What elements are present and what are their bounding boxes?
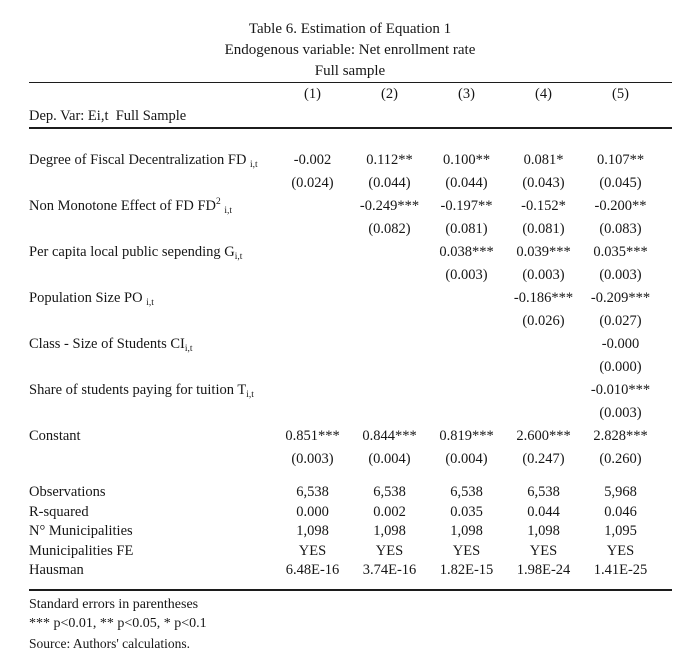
label-subscript: i,t <box>246 390 254 400</box>
row-label <box>29 448 274 471</box>
value-cell: 0.844*** <box>362 428 417 444</box>
column-header-spacer <box>29 83 274 105</box>
value-cell <box>428 356 505 379</box>
value-cell: (0.045) <box>599 175 642 191</box>
column-header: (4) <box>535 86 552 102</box>
value-cell <box>428 402 505 425</box>
value-cell <box>274 218 351 241</box>
row-label <box>29 402 274 425</box>
value-cell: (0.024) <box>291 175 334 191</box>
value-cell: 6,538 <box>450 484 483 500</box>
value-cell <box>428 310 505 333</box>
table-row <box>29 425 672 448</box>
value-cell: 3.74E-16 <box>362 562 417 579</box>
value-cell: (0.026) <box>522 313 565 329</box>
row-label: Share of students paying for tuition $T_{i,t}$ <box>29 382 254 400</box>
value-cell: 0.081* <box>523 152 564 168</box>
table-row <box>29 287 672 310</box>
table-footnotes <box>29 591 672 654</box>
value-cell <box>274 264 351 287</box>
value-cell: -0.200** <box>594 198 647 214</box>
value-cell: (0.004) <box>445 451 488 467</box>
value-cell: 0.002 <box>373 503 406 520</box>
value-cell <box>351 379 428 402</box>
value-cell: (0.260) <box>599 451 642 467</box>
table-subtitle-endogenous-variable: Endogenous variable: Net enrollment rate <box>224 42 476 58</box>
column-header-row <box>29 83 672 105</box>
label-subscript: i,t <box>184 344 193 354</box>
value-cell: (0.043) <box>522 175 565 191</box>
footnote-standard-errors: Standard errors in parentheses <box>29 596 199 612</box>
table-row <box>29 172 672 195</box>
value-cell: -0.209*** <box>590 290 651 306</box>
table-row <box>29 333 672 356</box>
value-cell: 0.112** <box>366 152 413 168</box>
value-cell <box>274 195 351 218</box>
row-label: N° Municipalities <box>29 523 133 540</box>
table-row <box>29 402 672 425</box>
value-cell <box>274 287 351 310</box>
row-label <box>29 264 274 287</box>
label-subscript: i,t <box>224 206 233 216</box>
value-cell <box>351 241 428 264</box>
value-cell: (0.044) <box>445 175 488 191</box>
table-subtitle-sample: Full sample <box>314 63 386 79</box>
value-cell: 1,095 <box>604 523 637 540</box>
value-cell <box>274 356 351 379</box>
row-label: Municipalities FE <box>29 542 134 559</box>
value-cell: 0.035*** <box>593 244 648 260</box>
table-row <box>29 503 672 523</box>
row-label: Observations <box>29 484 106 500</box>
value-cell <box>274 402 351 425</box>
value-cell: 0.107** <box>596 152 645 168</box>
value-cell: (0.003) <box>599 405 642 421</box>
row-label: Non Monotone Effect of FD $FD^2$ $_{i,t}$ <box>29 197 233 216</box>
value-cell: -0.186*** <box>513 290 574 306</box>
footnote-significance-levels: *** p<0.01, ** p<0.05, * p<0.1 <box>29 616 207 632</box>
table-row <box>29 310 672 333</box>
table-row <box>29 379 672 402</box>
value-cell: (0.083) <box>599 221 642 237</box>
table-row <box>29 149 672 172</box>
value-cell <box>505 379 582 402</box>
table-row <box>29 218 672 241</box>
value-cell: YES <box>375 542 404 559</box>
table-row <box>29 561 672 581</box>
value-cell: -0.000 <box>601 336 640 352</box>
value-cell: 0.000 <box>296 503 329 520</box>
value-cell <box>428 333 505 356</box>
table-row <box>29 356 672 379</box>
value-cell: -0.152* <box>521 198 566 214</box>
value-cell: 1.41E-25 <box>593 562 648 579</box>
label-subscript: i,t <box>146 298 154 308</box>
value-cell <box>428 379 505 402</box>
row-label <box>29 310 274 333</box>
value-cell: 0.039*** <box>516 244 571 260</box>
value-cell <box>274 241 351 264</box>
value-cell <box>274 379 351 402</box>
value-cell: (0.081) <box>445 221 488 237</box>
value-cell: -0.002 <box>293 152 332 168</box>
dep-var-row: Dep. Var: Ei,t Full Sample <box>29 108 187 124</box>
value-cell: 6,538 <box>373 484 406 500</box>
row-label <box>29 172 274 195</box>
column-header: (2) <box>381 86 398 102</box>
footnote-source: Source: Authors' calculations. <box>29 635 191 651</box>
table-title: Table 6. Estimation of Equation 1 <box>248 21 452 37</box>
value-cell: 0.035 <box>450 503 483 520</box>
table-row <box>29 241 672 264</box>
table-row <box>29 542 672 562</box>
table-titles <box>0 0 700 82</box>
value-cell: 2.828*** <box>593 428 648 444</box>
value-cell <box>274 310 351 333</box>
value-cell: (0.003) <box>445 267 488 283</box>
value-cell: YES <box>298 542 327 559</box>
value-cell: (0.003) <box>522 267 565 283</box>
value-cell: (0.003) <box>599 267 642 283</box>
value-cell: (0.003) <box>291 451 334 467</box>
value-cell: 6,538 <box>296 484 329 500</box>
value-cell: 1,098 <box>450 523 483 540</box>
value-cell: 1.98E-24 <box>516 562 571 579</box>
value-cell: YES <box>606 542 635 559</box>
row-label: Hausman <box>29 562 84 579</box>
value-cell: 0.851*** <box>285 428 340 444</box>
value-cell: YES <box>529 542 558 559</box>
label-subscript: i,t <box>250 160 258 170</box>
value-cell <box>351 310 428 333</box>
value-cell: (0.247) <box>522 451 565 467</box>
value-cell <box>274 333 351 356</box>
value-cell: (0.082) <box>368 221 411 237</box>
value-cell: 0.819*** <box>439 428 494 444</box>
row-label: Per capita local public sepending $G_{i,t}$ <box>29 244 243 262</box>
value-cell: 1,098 <box>296 523 329 540</box>
value-cell: YES <box>452 542 481 559</box>
value-cell: 1,098 <box>527 523 560 540</box>
value-cell <box>351 356 428 379</box>
table-body-bottom-padding <box>29 581 672 589</box>
row-label: Population Size PO $_{i,t}$ <box>29 290 154 308</box>
value-cell <box>428 287 505 310</box>
value-cell <box>505 402 582 425</box>
label-superscript: 2 <box>216 197 221 207</box>
spacer-row <box>29 471 672 483</box>
value-cell <box>505 356 582 379</box>
value-cell: (0.004) <box>368 451 411 467</box>
value-cell <box>351 287 428 310</box>
value-cell: 0.044 <box>527 503 560 520</box>
row-label <box>29 218 274 241</box>
value-cell <box>505 333 582 356</box>
value-cell <box>351 402 428 425</box>
value-cell: 1,098 <box>373 523 406 540</box>
table-row <box>29 448 672 471</box>
column-header: (3) <box>458 86 475 102</box>
value-cell: 5,968 <box>604 484 637 500</box>
value-cell: 6.48E-16 <box>285 562 340 579</box>
row-label: Class - Size of Students $CI_{i,t}$ <box>29 336 193 354</box>
column-header: (5) <box>612 86 629 102</box>
value-cell: (0.081) <box>522 221 565 237</box>
value-cell <box>351 264 428 287</box>
value-cell: -0.197** <box>440 198 493 214</box>
table-row <box>29 195 672 218</box>
table-row <box>29 522 672 542</box>
regression-table <box>29 82 672 653</box>
table-row <box>29 483 672 503</box>
table-body <box>29 129 672 581</box>
value-cell: -0.249*** <box>359 198 420 214</box>
column-header: (1) <box>304 86 321 102</box>
row-label <box>29 356 274 379</box>
value-cell: 0.100** <box>442 152 491 168</box>
row-label: R-squared <box>29 503 89 520</box>
value-cell: 0.046 <box>604 503 637 520</box>
value-cell: 2.600*** <box>516 428 571 444</box>
value-cell: (0.000) <box>599 359 642 375</box>
value-cell: 1.82E-15 <box>439 562 494 579</box>
value-cell: 0.038*** <box>439 244 494 260</box>
value-cell: -0.010*** <box>590 382 651 398</box>
label-subscript: i,t <box>234 252 243 262</box>
value-cell: 6,538 <box>527 484 560 500</box>
value-cell: (0.044) <box>368 175 411 191</box>
row-label: Constant <box>29 428 81 444</box>
table-row <box>29 264 672 287</box>
row-label: Degree of Fiscal Decentralization FD $_{i,t}$ <box>29 152 258 170</box>
value-cell <box>351 333 428 356</box>
value-cell: (0.027) <box>599 313 642 329</box>
